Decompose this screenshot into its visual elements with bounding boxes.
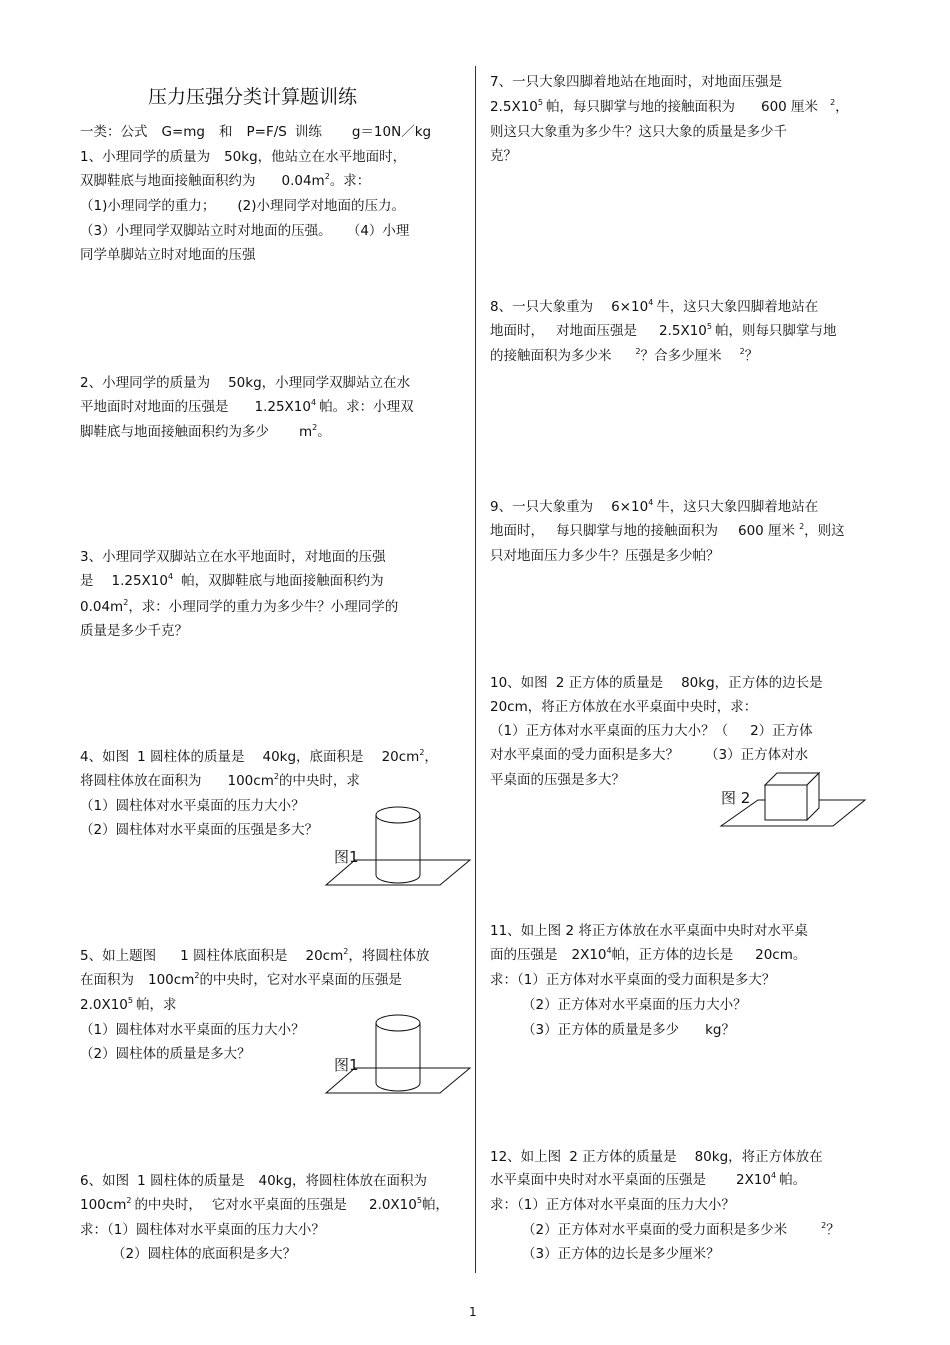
figure-1-label: 图1	[334, 848, 359, 866]
intro-line: 一类：公式 G=mg 和 P=F/S 训练 g＝10N／kg	[80, 124, 432, 140]
figure-1-cylinder	[320, 800, 475, 895]
figure-1-cylinder-repeat	[320, 1008, 475, 1103]
page-title: 压力压强分类计算题训练	[148, 86, 358, 108]
page-number: 1	[469, 1305, 477, 1319]
figure-2-label: 图 2	[721, 789, 751, 807]
figure-1-label-repeat: 图1	[334, 1056, 359, 1074]
column-divider	[475, 66, 476, 1273]
figure-2-cube	[718, 770, 868, 830]
